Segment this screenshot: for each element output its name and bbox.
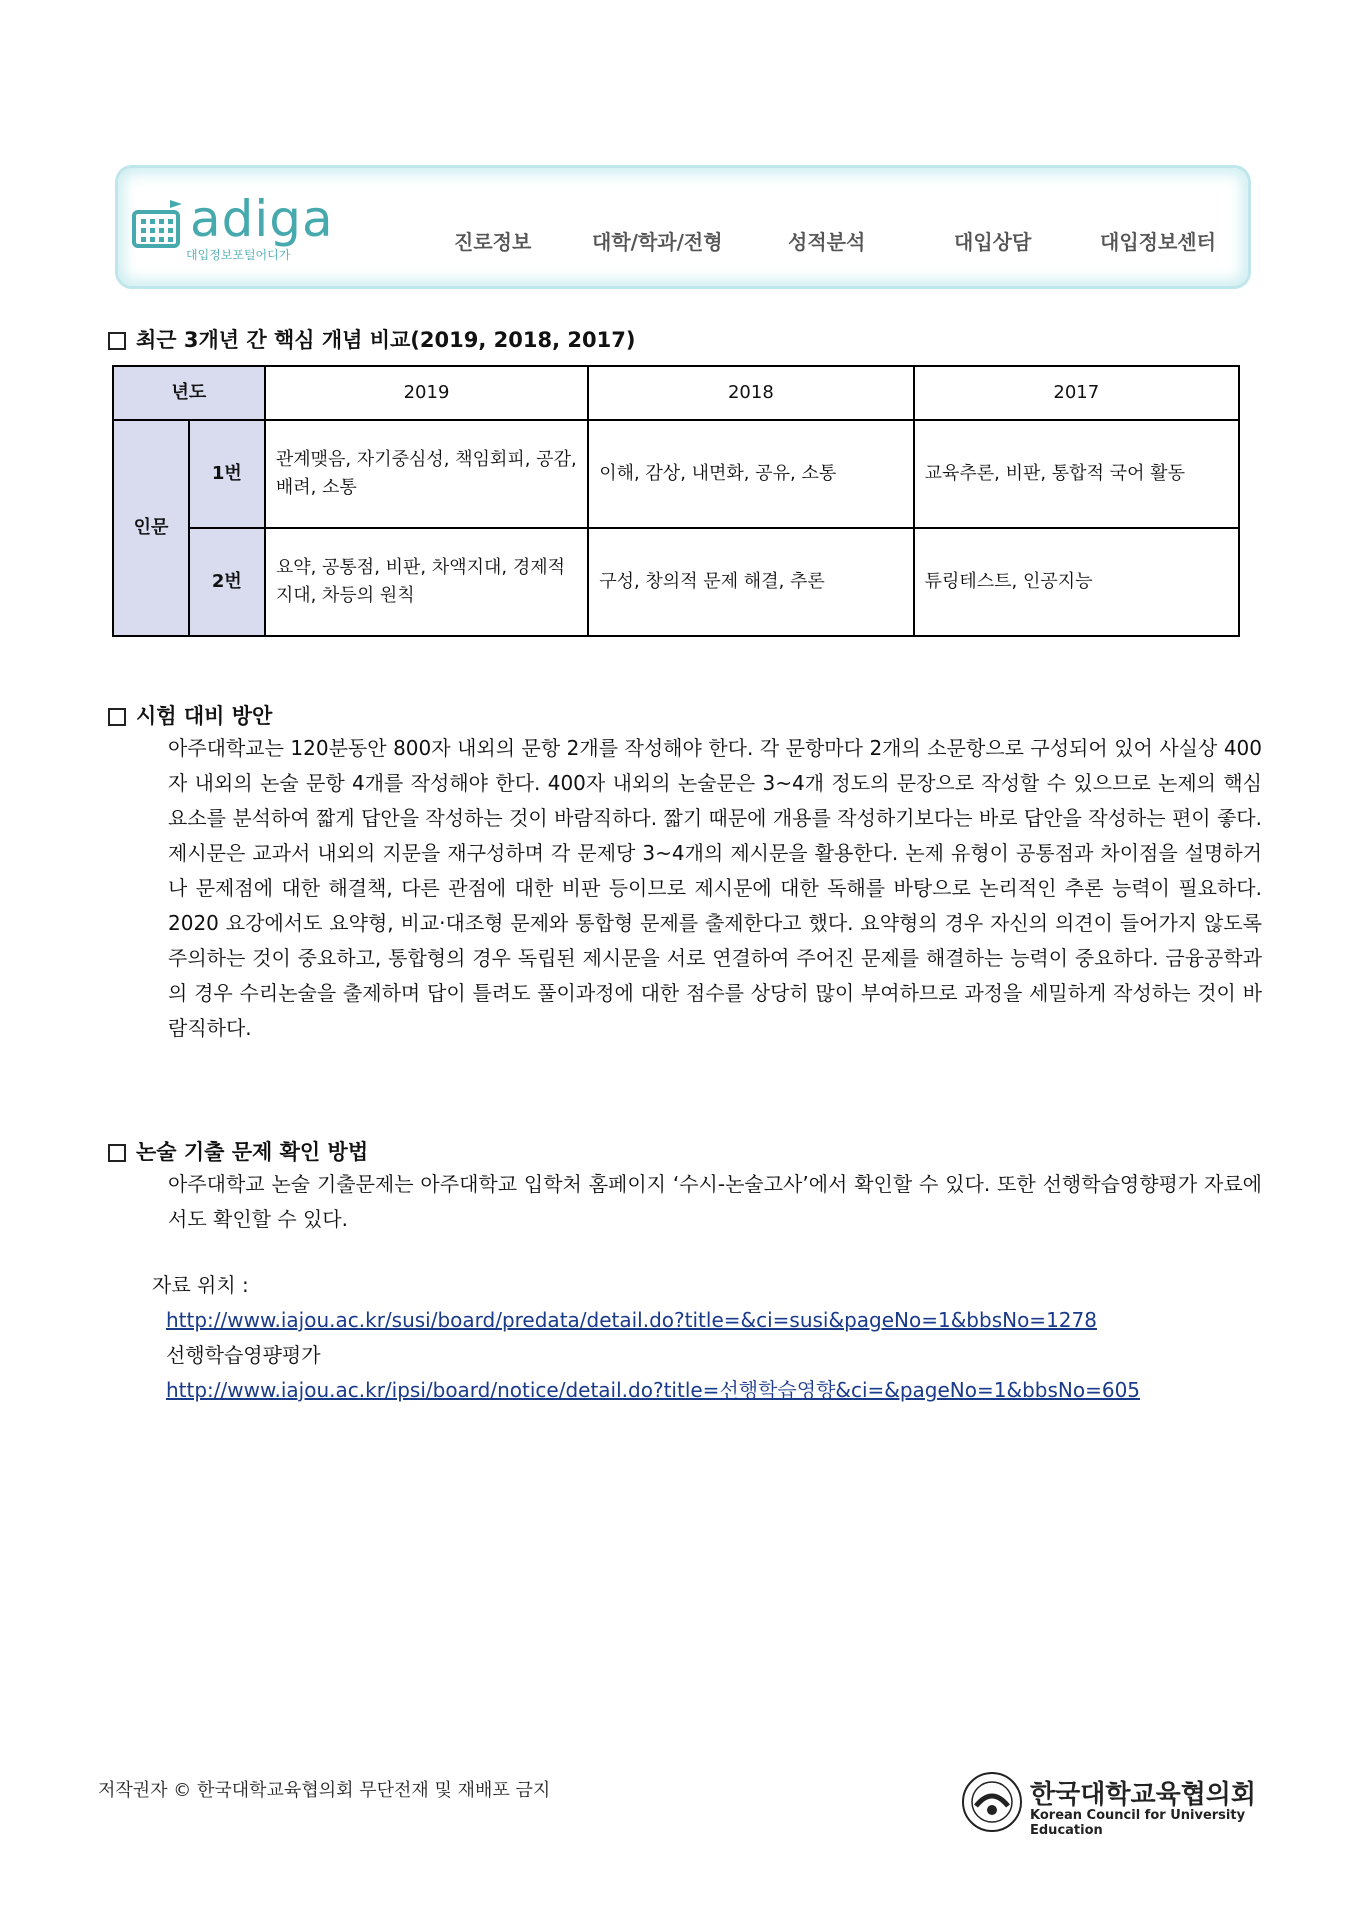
kcue-name: 한국대학교육협의회 — [1030, 1780, 1257, 1810]
adiga-logo[interactable] — [130, 190, 350, 266]
logo-wordmark: adiga — [190, 190, 334, 248]
cell-2019-q2: 요약, 공통점, 비판, 차액지대, 경제적 지대, 차등의 원칙 — [265, 528, 588, 636]
building-icon — [130, 198, 186, 258]
copyright-notice: 저작권자 © 한국대학교육협의회 무단전재 및 재배포 금지 — [98, 1780, 551, 1801]
nav-university-major[interactable]: 대학/학과/전형 — [592, 230, 723, 254]
cell-2018-q1: 이해, 감상, 내면화, 공유, 소통 — [588, 420, 913, 528]
past-questions-body: 아주대학교 논술 기출문제는 아주대학교 입학처 홈페이지 ‘수시-논술고사’에서 확인할 수 있다. 또한 선행학습영향평가 자료에서도 확인할 수 있다. — [168, 1172, 1262, 1231]
row-label-2: 2번 — [189, 528, 265, 636]
header-year: 년도 — [113, 366, 265, 420]
section-title-concepts: 최근 3개년 간 핵심 개념 비교(2019, 2018, 2017) — [108, 324, 635, 354]
section-title-exam-prep: 시험 대비 방안 — [108, 700, 272, 730]
link-notice[interactable]: http://www.iajou.ac.kr/ipsi/board/notice/detail.do?title=선행학습영향&ci=&pageNo=1&bbsNo=605 — [166, 1378, 1141, 1402]
concept-table — [112, 365, 1240, 637]
kcue-english-name: Korean Council for University Education — [1030, 1808, 1246, 1838]
checkbox-icon — [108, 708, 126, 726]
nav-admission-center[interactable]: 대입정보센터 — [1100, 230, 1216, 254]
source-label: 자료 위치 : — [152, 1273, 249, 1297]
checkbox-icon — [108, 1144, 126, 1162]
cell-2019-q1: 관계맺음, 자기중심성, 책임회피, 공감, 배려, 소통 — [265, 420, 588, 528]
cell-2017-q2: 튜링테스트, 인공지능 — [914, 528, 1239, 636]
nav-career-info[interactable]: 진로정보 — [454, 230, 532, 254]
logo-subtitle: 대입정보포털어디가 — [186, 248, 291, 262]
section-title-past-questions: 논술 기출 문제 확인 방법 — [108, 1136, 368, 1166]
link2-label: 선행학습영퍙평가 — [166, 1343, 321, 1367]
exam-prep-body: 아주대학교는 120분동안 800자 내외의 문항 2개를 작성해야 한다. 각 문항마다 2개의 소문항으로 구성되어 있어 사실상 400자 내외의 논술 문항 4개를 작성해야 한다. 400자 내외의 논술문은 3~4개 정도의 문장으로 작성할 수 있으므로 논제의 핵심 요소를 분석하여 짧게 답안을 작성하는 것이 바람직하다. 짧기 때문에 개용를 작성하기보다는 바로 답안을 작성하는 편이 좋다. 제시문은 교과서 내외의 지문을 재구성하며 각 문제당 3~4개의 제시문을 활용한다. 논제 유형이 공통점과 차이점을 설명하거나 문제점에 대한 해결책, 다른 관점에 대한 비판 등이므로 제시문에 대한 독해를 바탕으로 논리적인 추론 능력이 필요하다. 2020 요강에서도 요약형, 비교·대조형 문제와 통합형 문제를 출제한다고 했다. 요약형의 경우 자신의 의견이 들어가지 않도록 주의하는 것이 중요하고, 통합형의 경우 독립된 제시문을 서로 연결하여 주어진 문제를 해결하는 능력이 중요하다. 금융공학과의 경우 수리논술을 출제하며 답이 틀려도 풀이과정에 대한 점수를 상당히 많이 부여하므로 과정을 세밀하게 작성하는 것이 바람직하다. — [168, 736, 1262, 1040]
row-label-1: 1번 — [189, 420, 265, 528]
checkbox-icon — [108, 332, 126, 350]
nav-admission-consult[interactable]: 대입상담 — [954, 230, 1032, 254]
kcue-logo — [960, 1768, 1270, 1838]
cell-2017-q1: 교육추론, 비판, 통합적 국어 활동 — [914, 420, 1239, 528]
header-2019: 2019 — [265, 366, 588, 420]
kcue-seal-icon — [960, 1770, 1024, 1834]
category-humanities: 인문 — [113, 420, 189, 636]
header-2017: 2017 — [914, 366, 1239, 420]
adiga-banner — [118, 168, 1248, 286]
header-2018: 2018 — [588, 366, 913, 420]
nav-score-analysis[interactable]: 성적분석 — [788, 230, 866, 254]
link-predata[interactable]: http://www.iajou.ac.kr/susi/board/predata/detail.do?title=&ci=susi&pageNo=1&bbsNo=1278 — [166, 1308, 1097, 1332]
cell-2018-q2: 구성, 창의적 문제 해결, 추론 — [588, 528, 913, 636]
